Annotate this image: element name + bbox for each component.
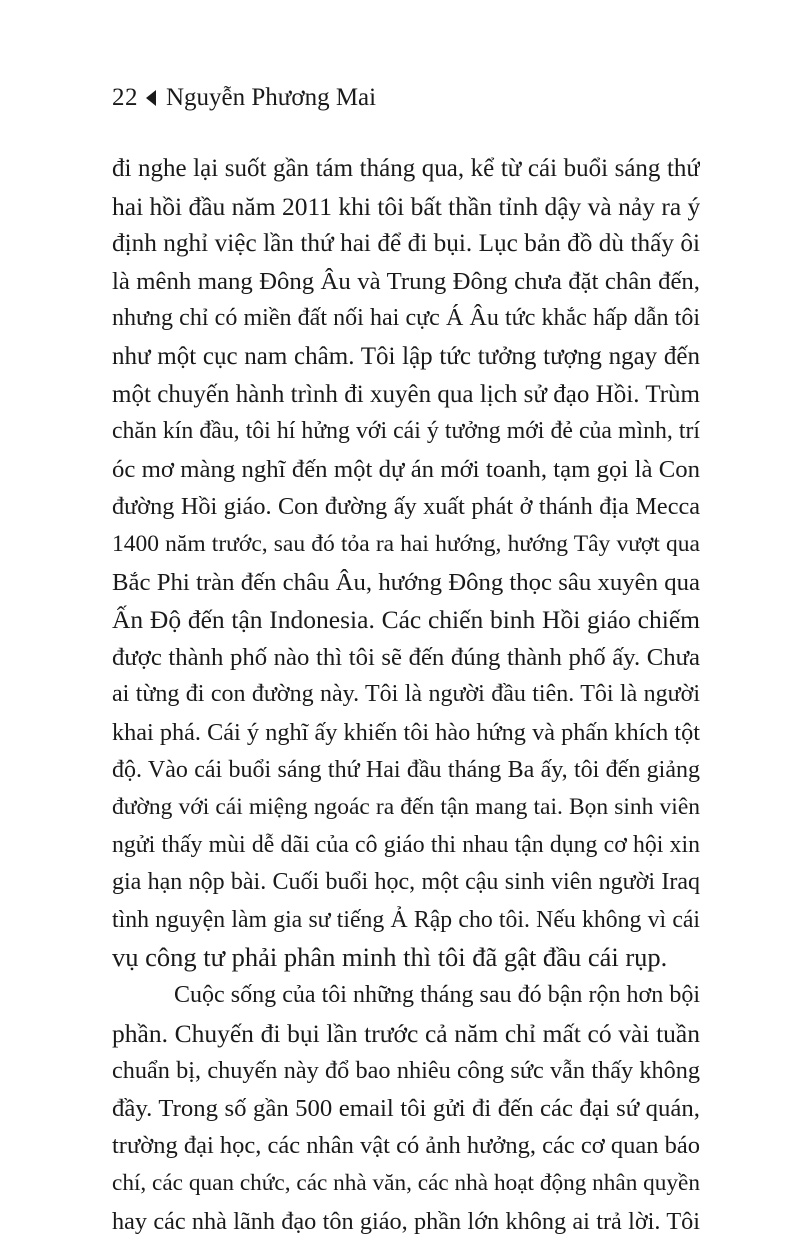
- left-triangle-icon: [146, 90, 156, 106]
- page-number: 22: [112, 84, 138, 111]
- text-line: gia hạn nộp bài. Cuối buổi học, một cậu sinh viên người Iraq: [112, 869, 700, 896]
- text-line: chí, các quan chức, các nhà văn, các nhà hoạt động nhân quyền: [112, 1170, 700, 1197]
- text-line: một chuyến hành trình đi xuyên qua lịch sử đạo Hồi. Trùm: [112, 380, 700, 408]
- author-name: Nguyễn Phương Mai: [166, 84, 377, 111]
- paragraph-last-line: vụ công tư phải phân minh thì tôi đã gật đầu cái rụp.: [112, 942, 668, 973]
- text-line: óc mơ màng nghĩ đến một dự án mới toanh, tạm gọi là Con: [112, 455, 700, 483]
- text-line: đi nghe lại suốt gần tám tháng qua, kể từ cái buổi sáng thứ: [112, 155, 700, 182]
- text-line: chuẩn bị, chuyến này đổ bao nhiêu công sức vẫn thấy không: [112, 1057, 700, 1085]
- text-line: Bắc Phi tràn đến châu Âu, hướng Đông thọc sâu xuyên qua: [112, 568, 700, 596]
- text-line: khai phá. Cái ý nghĩ ấy khiến tôi hào hứng và phấn khích tột: [112, 718, 700, 746]
- text-line: đầy. Trong số gần 500 email tôi gửi đi đến các đại sứ quán,: [112, 1094, 700, 1122]
- text-line: hai hồi đầu năm 2011 khi tôi bất thần tỉnh dậy và nảy ra ý: [112, 191, 700, 221]
- text-line: là mênh mang Đông Âu và Trung Đông chưa đặt chân đến,: [112, 267, 700, 295]
- text-line: ai từng đi con đường này. Tôi là người đầu tiên. Tôi là người: [112, 681, 700, 708]
- text-line: 1400 năm trước, sau đó tỏa ra hai hướng, hướng Tây vượt qua: [112, 530, 700, 557]
- running-header: [112, 82, 376, 114]
- text-line: phần. Chuyến đi bụi lần trước cả năm chỉ mất có vài tuần: [112, 1018, 700, 1048]
- text-line: tình nguyện làm gia sư tiếng Ả Rập cho tôi. Nếu không vì cái: [112, 906, 700, 933]
- text-line: đường với cái miệng ngoác ra đến tận mang tai. Bọn sinh viên: [112, 794, 700, 821]
- paragraph-first-line: Cuộc sống của tôi những tháng sau đó bận rộn hơn bội: [174, 982, 700, 1009]
- text-line: như một cục nam châm. Tôi lập tức tưởng tượng ngay đến: [112, 342, 700, 370]
- text-line: đường Hồi giáo. Con đường ấy xuất phát ở thánh địa Mecca: [112, 493, 700, 521]
- text-line: Ấn Độ đến tận Indonesia. Các chiến binh Hồi giáo chiếm: [112, 605, 700, 635]
- text-line: độ. Vào cái buổi sáng thứ Hai đầu tháng Ba ấy, tôi đến giảng: [112, 756, 700, 783]
- text-line: trường đại học, các nhân vật có ảnh hưởng, các cơ quan báo: [112, 1132, 700, 1160]
- text-line: định nghỉ việc lần thứ hai để đi bụi. Lục bản đồ dù thấy ôi: [112, 229, 700, 258]
- text-line: được thành phố nào thì tôi sẽ đến đúng thành phố ấy. Chưa: [112, 643, 700, 671]
- text-line: chăn kín đầu, tôi hí hửng với cái ý tưởng mới đẻ của mình, trí: [112, 418, 700, 445]
- text-line: nhưng chỉ có miền đất nối hai cực Á Âu tức khắc hấp dẫn tôi: [112, 305, 700, 332]
- text-line: hay các nhà lãnh đạo tôn giáo, phần lớn không ai trả lời. Tôi: [112, 1207, 700, 1235]
- body-text: [112, 150, 700, 1240]
- text-line: ngửi thấy mùi dễ dãi của cô giáo thi nhau tận dụng cơ hội xin: [112, 831, 700, 858]
